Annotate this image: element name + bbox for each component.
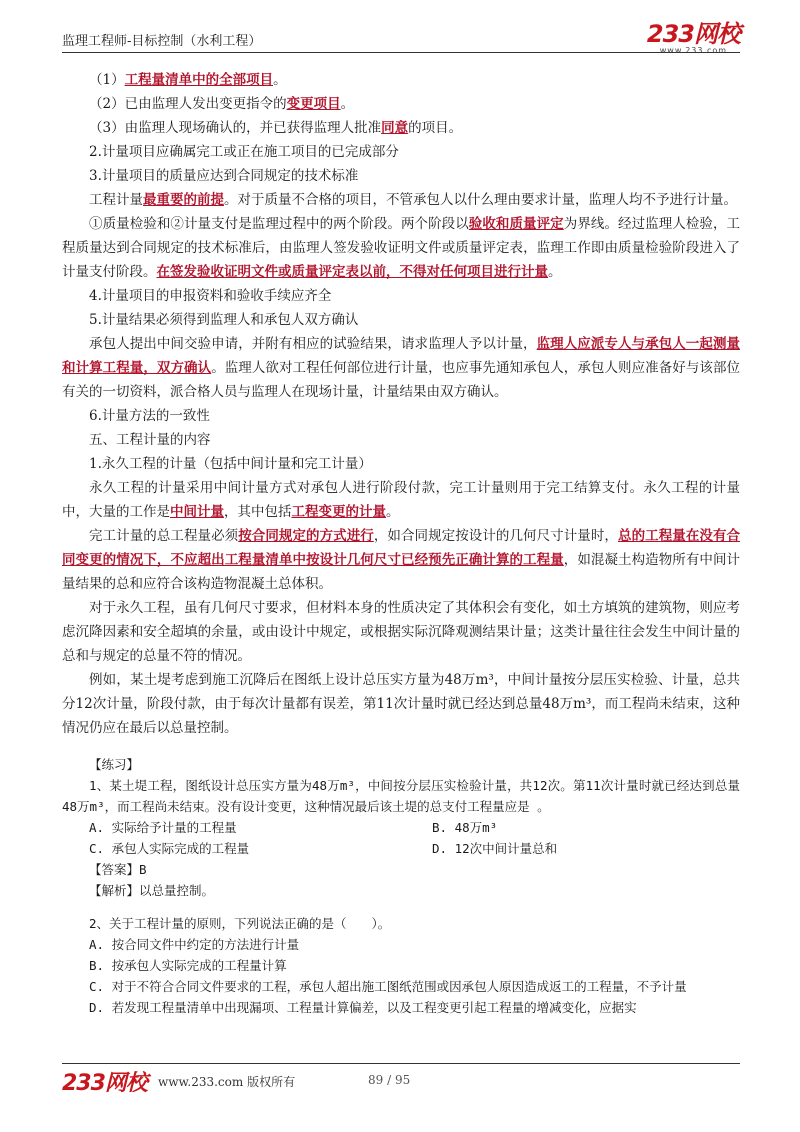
- question-2-option-d: D. 若发现工程量清单中出现漏项、工程量计算偏差，以及工程变更引起工程量的增减变化，应据实: [89, 1000, 637, 1015]
- brand-logo[interactable]: [647, 22, 740, 55]
- section-heading: 五、工程计量的内容: [89, 432, 211, 448]
- highlight: 监理人应派专人与承包人一起测量和计算工程量，双方确认: [62, 336, 741, 376]
- footer-rule: [62, 1063, 740, 1064]
- point-3: 3.计量项目的质量应达到合同规定的技术标准: [89, 168, 359, 184]
- point-6: 6.计量方法的一致性: [89, 408, 210, 424]
- question-2-option-b: B. 按承包人实际完成的工程量计算: [89, 958, 287, 973]
- paragraph-completion: 完工计量的总工程量必须按合同规定的方式进行，如合同规定按设计的几何尺寸计量时，总的工程量在没有合同变更的情况下，不应超出工程量清单中按设计几何尺寸已经预先正确计算的工程量，如混凝土构造物所有中间计量结果的总和应符合该构造物混凝土总体积。: [62, 528, 741, 592]
- header-title: 监理工程师-目标控制（水利工程）: [62, 34, 262, 49]
- question-2-option-a: A. 按合同文件中约定的方法进行计量: [89, 937, 300, 952]
- question-2-option-c: C. 对于不符合合同文件要求的工程，承包人超出施工图纸范围或因承包人原因造成返工的工程量，不予计量: [89, 979, 687, 994]
- highlight: 同意: [381, 120, 409, 136]
- question-1-options-cd: [62, 838, 740, 859]
- highlight: 总的工程量在没有合同变更的情况下，不应超出工程量清单中按设计几何尺寸已经预先正确计算的工程量: [62, 528, 741, 568]
- logo-mark: 233网校: [646, 20, 740, 48]
- header-rule: [62, 52, 740, 53]
- paragraph-premise: 工程计量最重要的前提。对于质量不合格的项目，不管承包人以什么理由要求计量，监理人均不予进行计量。: [89, 192, 737, 208]
- exercise-heading: 【练习】: [89, 757, 140, 772]
- item-1: （1）工程量清单中的全部项目。: [89, 72, 287, 88]
- highlight: 工程量清单中的全部项目: [124, 72, 274, 88]
- point-4: 4.计量项目的申报资料和验收手续应齐全: [89, 288, 332, 304]
- paragraph-volume: 对于永久工程，虽有几何尺寸要求，但材料本身的性质决定了其体积会有变化，如土方填筑的建筑物，则应考虑沉降因素和安全超填的余量，或由设计中规定，或根据实际沉降观测结果计量；这类计量往往会发生中间计量的总和与规定的总量不符的情况。: [62, 600, 740, 664]
- highlight: 变更项目: [286, 96, 341, 112]
- point-2: 2.计量项目应确属完工或正在施工项目的已完成部分: [89, 144, 399, 160]
- paragraph-stages: ①质量检验和②计量支付是监理过程中的两个阶段。两个阶段以验收和质量评定为界线。经过监理人检验，工程质量达到合同规定的技术标准后，由监理人签发验收证明文件或质量评定表，监理工作即由质量检验阶段进入了计量支付阶段。在签发验收证明文件或质量评定表以前，不得对任何项目进行计量。: [62, 216, 741, 280]
- exercise-block: [62, 754, 740, 1018]
- highlight: 最重要的前提: [143, 192, 224, 208]
- question-1: 1、某土堤工程，图纸设计总压实方量为48万m³，中间按分层压实检验计量，共12次。第11次计量时就已经达到总量48万m³，而工程尚未结束。没有设计变更，这种情况最后该土堤的总支付工程量应是 。: [62, 778, 740, 814]
- analysis-line: 【解析】以总量控制。: [89, 883, 215, 898]
- highlight: 验收和质量评定: [468, 216, 564, 232]
- paragraph-confirm: 承包人提出中间交验申请，并附有相应的试验结果，请求监理人予以计量，监理人应派专人与承包人一起测量和计算工程量，双方确认。监理人欲对工程任何部位进行计量，也应事先通知承包人，承包人则应准备好与该部位有关的一切资料，派合格人员与监理人在现场计量，计量结果由双方确认。: [62, 336, 741, 400]
- page-number: 89 / 95: [368, 1073, 411, 1087]
- option-d: D. 12次中间计量总和: [432, 841, 558, 856]
- point-5: 5.计量结果必须得到监理人和承包人双方确认: [89, 312, 359, 328]
- answer-value: B: [139, 862, 147, 877]
- highlight: 工程变更的计量: [291, 504, 386, 520]
- logo-url: www.233.com: [659, 46, 728, 55]
- page-content: [62, 68, 740, 1018]
- item-3: （3）由监理人现场确认的，并已获得监理人批准同意的项目。: [89, 120, 463, 136]
- paragraph-permanent: 永久工程的计量采用中间计量方式对承包人进行阶段付款，完工计量则用于完工结算支付。永久工程的计量中，大量的工作是中间计量，其中包括工程变更的计量。: [62, 480, 740, 520]
- option-a: A. 实际给予计量的工程量: [89, 820, 237, 835]
- highlight: 在签发验收证明文件或质量评定表以前，不得对任何项目进行计量: [156, 264, 548, 280]
- option-b: B. 48万m³: [432, 820, 498, 835]
- footer-copyright: www.233.com 版权所有: [158, 1075, 296, 1089]
- footer-logo[interactable]: 233网校: [62, 1071, 147, 1096]
- subsection-heading: 1.永久工程的计量（包括中间计量和完工计量）: [89, 456, 372, 472]
- answer-line: 【答案】B: [89, 862, 147, 877]
- item-2: （2）已由监理人发出变更指令的变更项目。: [89, 96, 355, 112]
- highlight: 按合同规定的方式进行: [238, 528, 374, 544]
- question-1-options-ab: [62, 817, 740, 838]
- highlight: 中间计量: [170, 504, 224, 520]
- paragraph-example: 例如，某土堤考虑到施工沉降后在图纸上设计总压实方量为48万m³，中间计量按分层压实检验、计量，总共分12次计量，阶段付款，由于每次计量都有误差，第11次计量时就已经达到总量48万m³，而工程尚未结束，这种情况仍应在最后以总量控制。: [62, 672, 740, 736]
- question-2: 2、关于工程计量的原则，下列说法正确的是（ ）。: [89, 916, 391, 931]
- option-c: C. 承包人实际完成的工程量: [89, 841, 250, 856]
